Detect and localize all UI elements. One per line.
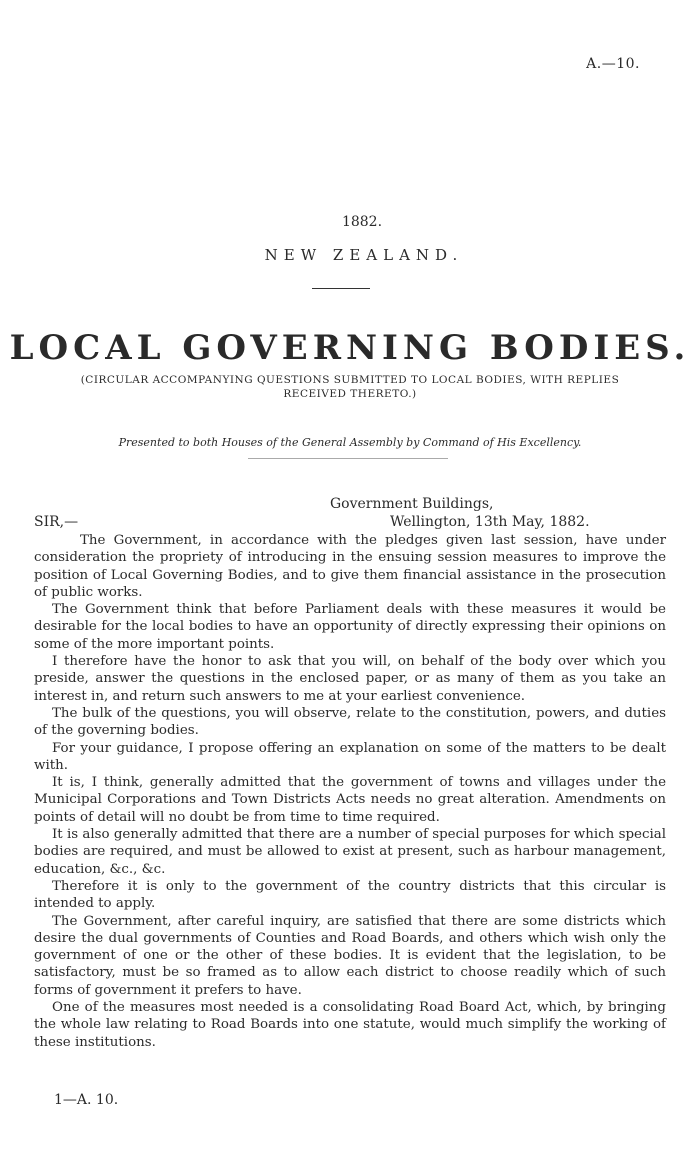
letter-paragraph: The bulk of the questions, you will observe, relate to the constitution, powers, and duties of the governing bodies. bbox=[34, 705, 666, 739]
presented-line: Presented to both Houses of the General Assembly by Command of His Excellency. bbox=[118, 436, 582, 449]
divider-short bbox=[312, 288, 370, 289]
letter-paragraph: I therefore have the honor to ask that you will, on behalf of the body over which you preside, answer the questions in the enclosed paper, or as many of them as you take an interest in, and return such answers to me at your earliest convenience. bbox=[34, 654, 666, 704]
document-subtitle: (CIRCULAR ACCOMPANYING QUESTIONS SUBMITTED TO LOCAL BODIES, WITH REPLIES RECEIVED THERETO.) bbox=[80, 374, 620, 400]
document-reference: A.—10. bbox=[586, 56, 640, 72]
letter-paragraph: The Government, in accordance with the pledges given last session, have under consideration the propriety of introducing in the ensuing session measures to improve the position of Local Governing Bodies, and to give them financial assistance in the prosecution of public works. bbox=[34, 533, 666, 600]
letter-paragraph: It is, I think, generally admitted that the government of towns and villages under the Municipal Corporations and Town Districts Acts needs no great alteration. Amendments on points of detail will no doubt be from time to time required. bbox=[34, 775, 666, 825]
letter-paragraph: One of the measures most needed is a consolidating Road Board Act, which, by bringing the whole law relating to Road Boards into one statute, would much simplify the working of these institutions. bbox=[34, 1000, 666, 1050]
letter-address-line2: Wellington, 13th May, 1882. bbox=[390, 514, 590, 530]
letter-salutation: SIR,— bbox=[34, 514, 79, 530]
country-heading: NEW ZEALAND. bbox=[264, 246, 464, 264]
letter-body bbox=[34, 532, 666, 1051]
letter-paragraph: Therefore it is only to the government of the country districts that this circular is intended to apply. bbox=[34, 878, 666, 912]
letter-paragraph: It is also generally admitted that there are a number of special purposes for which special bodies are required, and must be allowed to exist at present, such as harbour management, education, &c., &c. bbox=[34, 827, 666, 877]
divider-long bbox=[248, 458, 448, 459]
letter-paragraph: The Government, after careful inquiry, are satisfied that there are some districts which desire the dual governments of Counties and Road Boards, and others which wish only the government of one or the other of these bodies. It is evident that the legislation, to be satisfactory, must be so framed as to allow each district to choose readily which of such forms of government it prefers to have. bbox=[34, 913, 666, 998]
letter-paragraph: For your guidance, I propose offering an explanation on some of the matters to be dealt with. bbox=[34, 740, 666, 773]
letter-address-line1: Government Buildings, bbox=[330, 496, 494, 512]
document-title: LOCAL GOVERNING BODIES. bbox=[9, 328, 691, 368]
document-year: 1882. bbox=[341, 214, 383, 230]
page-footer: 1—A. 10. bbox=[54, 1092, 119, 1108]
letter-paragraph: The Government think that before Parliament deals with these measures it would be desirable for the local bodies to have an opportunity of directly expressing their opinions on some of the more important points. bbox=[34, 602, 666, 652]
